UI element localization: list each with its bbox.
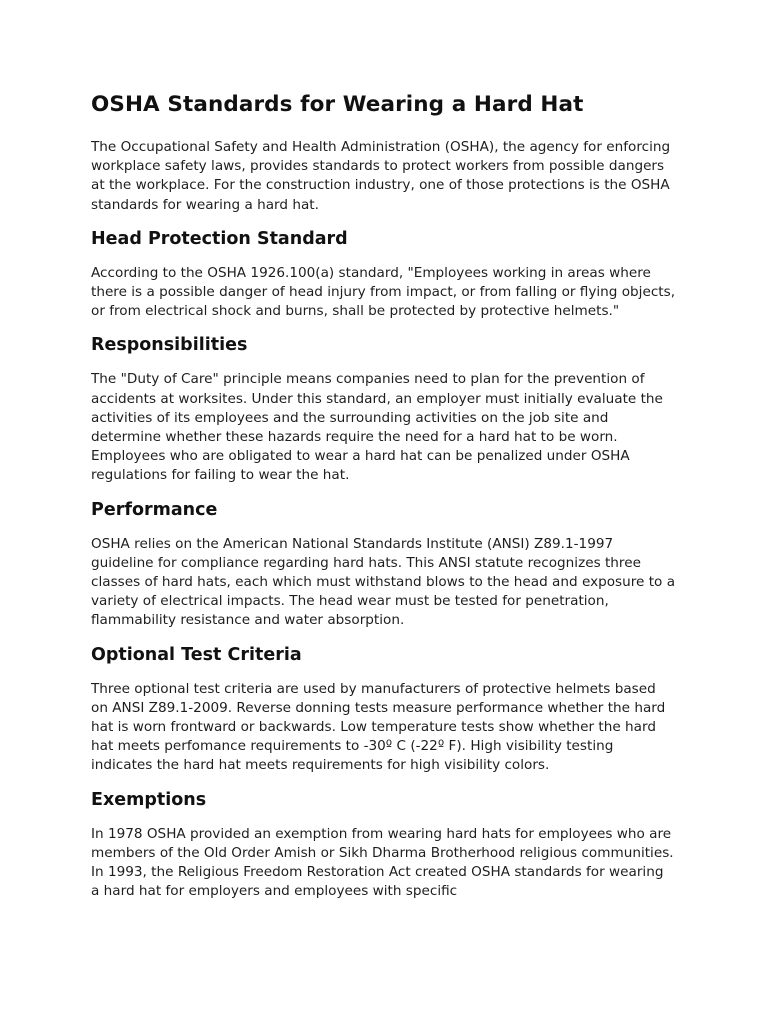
section-heading: Exemptions: [91, 789, 207, 810]
section-exemptions: [91, 789, 676, 902]
section-optional-test-criteria: [91, 644, 676, 776]
section-body: In 1978 OSHA provided an exemption from wearing hard hats for employees who are members of the Old Order Amish or Sikh Dharma Brotherhood religious communities. In 1993, the Religious Freedom Restoration Act created OSHA standards for wearing a hard hat for employers and employees with specific: [91, 825, 674, 900]
section-body: OSHA relies on the American National Standards Institute (ANSI) Z89.1-1997 guideline for compliance regarding hard hats. This ANSI statute recognizes three classes of hard hats, each which must withstand blows to the head and exposure to a variety of electrical impacts. The head wear must be tested for penetration, flammability resistance and water absorption.: [91, 535, 676, 629]
intro-paragraph: The Occupational Safety and Health Administration (OSHA), the agency for enforcing workplace safety laws, provides standards to protect workers from possible dangers at the workplace. For the construction industry, one of those protections is the OSHA standards for wearing a hard hat.: [91, 139, 671, 213]
section-head-protection: [91, 228, 676, 322]
section-performance: [91, 499, 676, 631]
section-body: Three optional test criteria are used by manufacturers of protective helmets based on ANSI Z89.1-2009. Reverse donning tests measure performance whether the hard hat is worn frontward or backwards. Low temperature tests show whether the hard hat meets perfomance requirements to -30º C (-22º F). High visibility testing indicates the hard hat meets requirements for high visibility colors.: [91, 680, 666, 774]
section-heading: Responsibilities: [91, 335, 248, 356]
section-body: According to the OSHA 1926.100(a) standard, "Employees working in areas where there is a possible danger of head injury from impact, or from falling or flying objects, or from electrical shock and burns, shall be protected by protective helmets.": [91, 264, 676, 320]
section-heading: Head Protection Standard: [91, 228, 348, 249]
page-title: OSHA Standards for Wearing a Hard Hat: [91, 92, 584, 117]
section-body: The "Duty of Care" principle means companies need to plan for the prevention of accidents at worksites. Under this standard, an employer must initially evaluate the activities of its employees and the surrounding activities on the job site and determine whether these hazards require the need for a hard hat to be worn. Employees who are obligated to wear a hard hat can be penalized under OSHA regulations for failing to wear the hat.: [91, 371, 663, 484]
section-heading: Optional Test Criteria: [91, 644, 302, 665]
section-responsibilities: [91, 334, 676, 485]
section-heading: Performance: [91, 499, 218, 520]
